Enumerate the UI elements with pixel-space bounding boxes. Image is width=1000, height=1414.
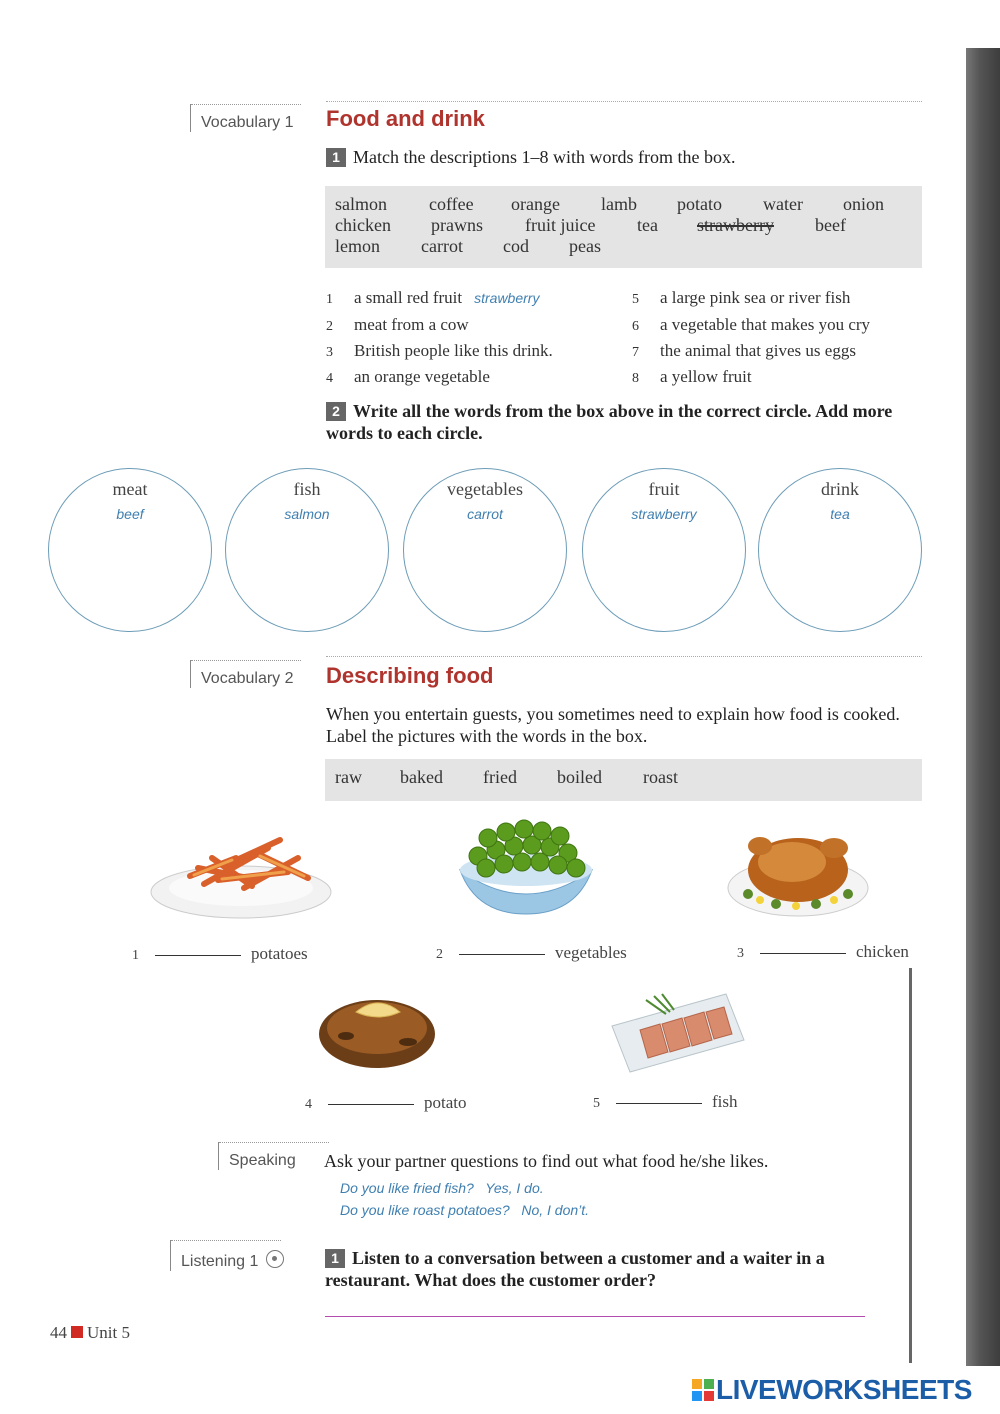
description-text: British people like this drink. (354, 341, 553, 360)
food-word: potato (424, 1093, 467, 1112)
section-label-listening (170, 1240, 284, 1271)
description-item (326, 288, 539, 308)
word-box-item: coffee (429, 194, 474, 214)
unit-label: Unit 5 (87, 1323, 130, 1342)
speaking-example (340, 1180, 544, 1196)
description-item (632, 315, 870, 335)
section-rule (326, 101, 922, 102)
example-answer: Yes, I do. (485, 1180, 544, 1196)
description-text: a small red fruit (354, 288, 463, 307)
circle-example-answer: carrot (467, 506, 503, 522)
word-box-item: raw (335, 767, 362, 787)
example-answer: No, I don’t. (521, 1202, 590, 1218)
item-number: 3 (737, 946, 744, 961)
liveworksheets-logo (692, 1374, 972, 1406)
margin-rule (909, 968, 912, 1363)
food-word: fish (712, 1092, 738, 1111)
answer-line[interactable] (325, 1316, 865, 1317)
item-number: 1 (132, 948, 139, 963)
exercise-2-instruction (326, 400, 920, 444)
example-question: Do you like fried fish? (340, 1180, 474, 1196)
description-text: an orange vegetable (354, 367, 490, 386)
vocab2-instruction: When you entertain guests, you sometimes need to explain how food is cooked. Label the pictures with the words in the box. (326, 704, 900, 746)
circle-example-answer: tea (830, 506, 850, 522)
example-question: Do you like roast potatoes? (340, 1202, 510, 1218)
picture-label-2 (436, 943, 627, 963)
word-box-item: water (763, 194, 803, 214)
liveworksheets-grid-icon (692, 1379, 714, 1401)
picture-label-1 (132, 944, 308, 964)
section-title-describing-food: Describing food (326, 663, 494, 688)
listening-instruction (325, 1247, 895, 1291)
word-box-item: cod (503, 236, 529, 256)
section-label-text: Vocabulary 2 (201, 670, 294, 687)
circle-example-answer: strawberry (631, 506, 697, 522)
food-word: chicken (856, 942, 909, 961)
baked-potato-image (316, 982, 438, 1072)
word-box-item: fruit juice (525, 215, 596, 235)
circle-title: fruit (648, 479, 680, 499)
picture-label-5 (593, 1092, 738, 1112)
boiled-vegetables-image (456, 818, 596, 916)
section-label-speaking (218, 1142, 296, 1170)
item-number: 4 (305, 1097, 312, 1112)
item-number: 1 (326, 292, 333, 307)
food-word: potatoes (251, 944, 308, 963)
description-item (326, 341, 553, 361)
exercise-1-instruction (326, 146, 735, 168)
item-number: 2 (326, 319, 333, 334)
word-box-item: baked (400, 767, 443, 787)
description-item (326, 367, 490, 387)
circle-title: meat (112, 479, 148, 499)
roast-chicken-image (726, 812, 870, 920)
word-box-item: onion (843, 194, 885, 214)
raw-fish-image (606, 986, 748, 1076)
instruction-text: Match the descriptions 1–8 with words from the box. (353, 147, 736, 167)
word-box-item: lemon (335, 236, 380, 256)
section-label-text: Speaking (229, 1152, 296, 1169)
fried-potatoes-image (148, 818, 334, 922)
section-rule (326, 656, 922, 657)
word-box-item-crossed: strawberry (697, 215, 774, 235)
audio-cd-icon[interactable] (266, 1250, 284, 1268)
example-answer: strawberry (474, 290, 540, 306)
picture-label-4 (305, 1093, 467, 1113)
section-label-vocabulary-1 (190, 104, 294, 132)
category-circle-fish[interactable] (225, 468, 389, 632)
word-box-item: prawns (431, 215, 483, 235)
word-box-item: peas (569, 236, 601, 256)
section-label-text: Listening 1 (181, 1253, 259, 1270)
speaking-instruction: Ask your partner questions to find out what food he/she likes. (324, 1151, 769, 1171)
answer-blank[interactable] (616, 1103, 702, 1104)
answer-blank[interactable] (155, 955, 241, 956)
circle-title: drink (821, 479, 859, 499)
item-number: 8 (632, 371, 639, 386)
item-number: 3 (326, 345, 333, 360)
description-text: a vegetable that makes you cry (660, 315, 871, 334)
description-item (632, 341, 856, 361)
exercise-number: 2 (326, 402, 346, 421)
word-box-item: orange (511, 194, 560, 214)
word-box-food (325, 186, 922, 268)
word-box-item: carrot (421, 236, 463, 256)
answer-blank[interactable] (760, 953, 846, 954)
book-spine-shadow (966, 48, 1000, 1366)
description-text: the animal that gives us eggs (660, 341, 856, 360)
item-number: 4 (326, 371, 333, 386)
description-item (632, 367, 752, 387)
word-box-item: fried (483, 767, 517, 787)
speaking-example (340, 1202, 589, 1218)
page-footer (50, 1323, 130, 1343)
category-circle-vegetables[interactable] (403, 468, 567, 632)
word-box-item: potato (677, 194, 722, 214)
instruction-text: Listen to a conversation between a customer and a waiter in a restaurant. What does the customer order? (325, 1248, 825, 1290)
exercise-number: 1 (326, 148, 346, 167)
description-item (326, 315, 469, 335)
section-label-text: Vocabulary 1 (201, 114, 294, 131)
circle-title: vegetables (447, 479, 523, 499)
circle-example-answer: beef (116, 506, 144, 522)
word-box-item: salmon (335, 194, 387, 214)
word-box-item: roast (643, 767, 678, 787)
word-box-item: chicken (335, 215, 391, 235)
item-number: 5 (632, 292, 639, 307)
circle-example-answer: salmon (284, 506, 330, 522)
page-number: 44 (50, 1323, 67, 1342)
circle-title: fish (293, 479, 321, 499)
answer-blank[interactable] (328, 1104, 414, 1105)
item-number: 5 (593, 1096, 600, 1111)
word-box-item: beef (815, 215, 846, 235)
answer-blank[interactable] (459, 954, 545, 955)
word-box-item: lamb (601, 194, 637, 214)
exercise-number: 1 (325, 1249, 345, 1268)
category-circle-fruit[interactable] (582, 468, 746, 632)
red-square-icon (71, 1326, 83, 1338)
item-number: 2 (436, 947, 443, 962)
item-number: 6 (632, 319, 639, 334)
word-box-cooking (325, 759, 922, 801)
food-word: vegetables (555, 943, 627, 962)
instruction-text: Write all the words from the box above in the correct circle. Add more words to each circle. (326, 401, 893, 443)
word-box-item: tea (637, 215, 658, 235)
picture-label-3 (737, 942, 909, 962)
description-text: a yellow fruit (660, 367, 752, 386)
section-label-vocabulary-2 (190, 660, 294, 688)
description-text: a large pink sea or river fish (660, 288, 851, 307)
category-circle-drink[interactable] (758, 468, 922, 632)
category-circle-meat[interactable] (48, 468, 212, 632)
word-box-item: boiled (557, 767, 602, 787)
section-title-food-and-drink: Food and drink (326, 106, 485, 131)
description-item (632, 288, 850, 308)
brand-text: LIVEWORKSHEETS (716, 1374, 972, 1405)
item-number: 7 (632, 345, 639, 360)
description-text: meat from a cow (354, 315, 469, 334)
